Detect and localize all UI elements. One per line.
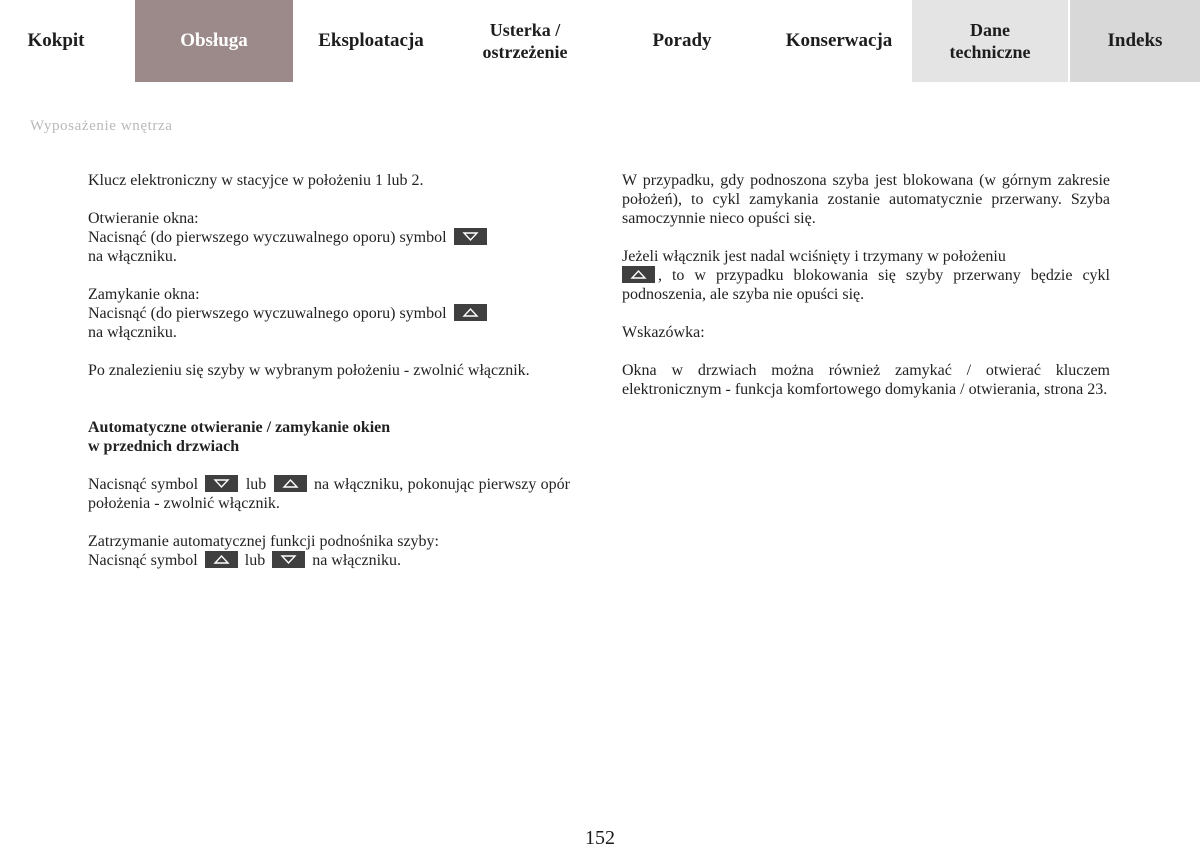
stop-label: Zatrzymanie automatycznej funkcji podnośnika szyby:: [88, 533, 439, 550]
heading-automatic-windows: [88, 418, 570, 456]
window-down-key-icon: [272, 551, 305, 568]
section-title: Wyposażenie wnętrza: [30, 118, 173, 134]
paragraph-key-comfort: Okna w drzwiach można również zamykać / otwierać kluczem elektronicznym - funkcja komfortowego domykania / otwierania, strona 23.: [622, 362, 1110, 398]
stop-instruction-or: lub: [244, 552, 266, 569]
tab-usterka-ostrzezenie[interactable]: [455, 0, 595, 82]
tab-dane-line1: Dane: [970, 20, 1010, 40]
window-up-key-icon: [454, 304, 487, 321]
paragraph-opening-window: [88, 209, 570, 266]
tab-indeks[interactable]: Indeks: [1070, 0, 1200, 82]
opening-instruction-end: na włączniku.: [88, 248, 177, 265]
window-down-key-icon: [205, 475, 238, 492]
tab-dane-line2: techniczne: [949, 42, 1031, 62]
window-up-key-icon: [205, 551, 238, 568]
chapter-tab-bar: [0, 0, 1200, 82]
stop-instruction-start: Nacisnąć symbol: [88, 552, 198, 569]
paragraph-closing-window: [88, 285, 570, 342]
paragraph-stop-automatic: [88, 532, 570, 570]
window-up-key-icon: [622, 266, 655, 283]
paragraph-release-switch: Po znalezieniu się szyby w wybranym położeniu - zwolnić włącznik.: [88, 362, 530, 379]
switch-held-start: Jeżeli włącznik jest nadal wciśnięty i trzymany w położeniu: [622, 248, 1006, 265]
window-up-key-icon: [274, 475, 307, 492]
tab-porady[interactable]: Porady: [652, 30, 712, 51]
opening-instruction: Nacisnąć (do pierwszego wyczuwalnego oporu) symbol: [88, 229, 447, 246]
closing-label: Zamykanie okna:: [88, 286, 200, 303]
tab-konserwacja[interactable]: Konserwacja: [785, 30, 893, 51]
tab-dane-techniczne[interactable]: [912, 0, 1068, 82]
left-column: [88, 171, 570, 570]
stop-instruction-end: na włączniku.: [312, 552, 402, 569]
paragraph-switch-held: [622, 247, 1110, 304]
auto-instruction-or: lub: [245, 476, 267, 493]
tab-usterka-line2: ostrzeżenie: [482, 42, 568, 62]
page-number: 152: [585, 827, 615, 849]
paragraph-note-label: Wskazówka:: [622, 324, 705, 341]
tab-kokpit[interactable]: Kokpit: [27, 30, 85, 51]
opening-label: Otwieranie okna:: [88, 210, 199, 227]
paragraph-blocked-window: W przypadku, gdy podnoszona szyba jest blokowana (w górnym zakresie położeń), to cykl zamykania zostanie automatycznie przerwany. Szyba samoczynnie nieco opuści się.: [622, 172, 1110, 227]
closing-instruction: Nacisnąć (do pierwszego wyczuwalnego oporu) symbol: [88, 305, 447, 322]
heading-line2: w przednich drzwiach: [88, 438, 240, 455]
switch-held-end: , to w przypadku blokowania się szyby przerwany będzie cykl podnoszenia, ale szyba nie opuści się.: [622, 267, 1110, 303]
window-down-key-icon: [454, 228, 487, 245]
right-column: [622, 171, 1110, 418]
tab-obsluga[interactable]: Obsługa: [135, 0, 293, 82]
paragraph-automatic-operation: [88, 475, 570, 513]
auto-instruction-start: Nacisnąć symbol: [88, 476, 199, 493]
paragraph-key-position: Klucz elektroniczny w stacyjce w położeniu 1 lub 2.: [88, 172, 424, 189]
closing-instruction-end: na włączniku.: [88, 324, 177, 341]
tab-eksploatacja[interactable]: Eksploatacja: [318, 30, 424, 51]
tab-usterka-line1: Usterka /: [489, 20, 561, 40]
auto-instruction-end: na włączniku, pokonując pierwszy opór położenia - zwolnić włącznik.: [88, 476, 571, 512]
heading-line1: Automatyczne otwieranie / zamykanie okien: [88, 419, 391, 436]
